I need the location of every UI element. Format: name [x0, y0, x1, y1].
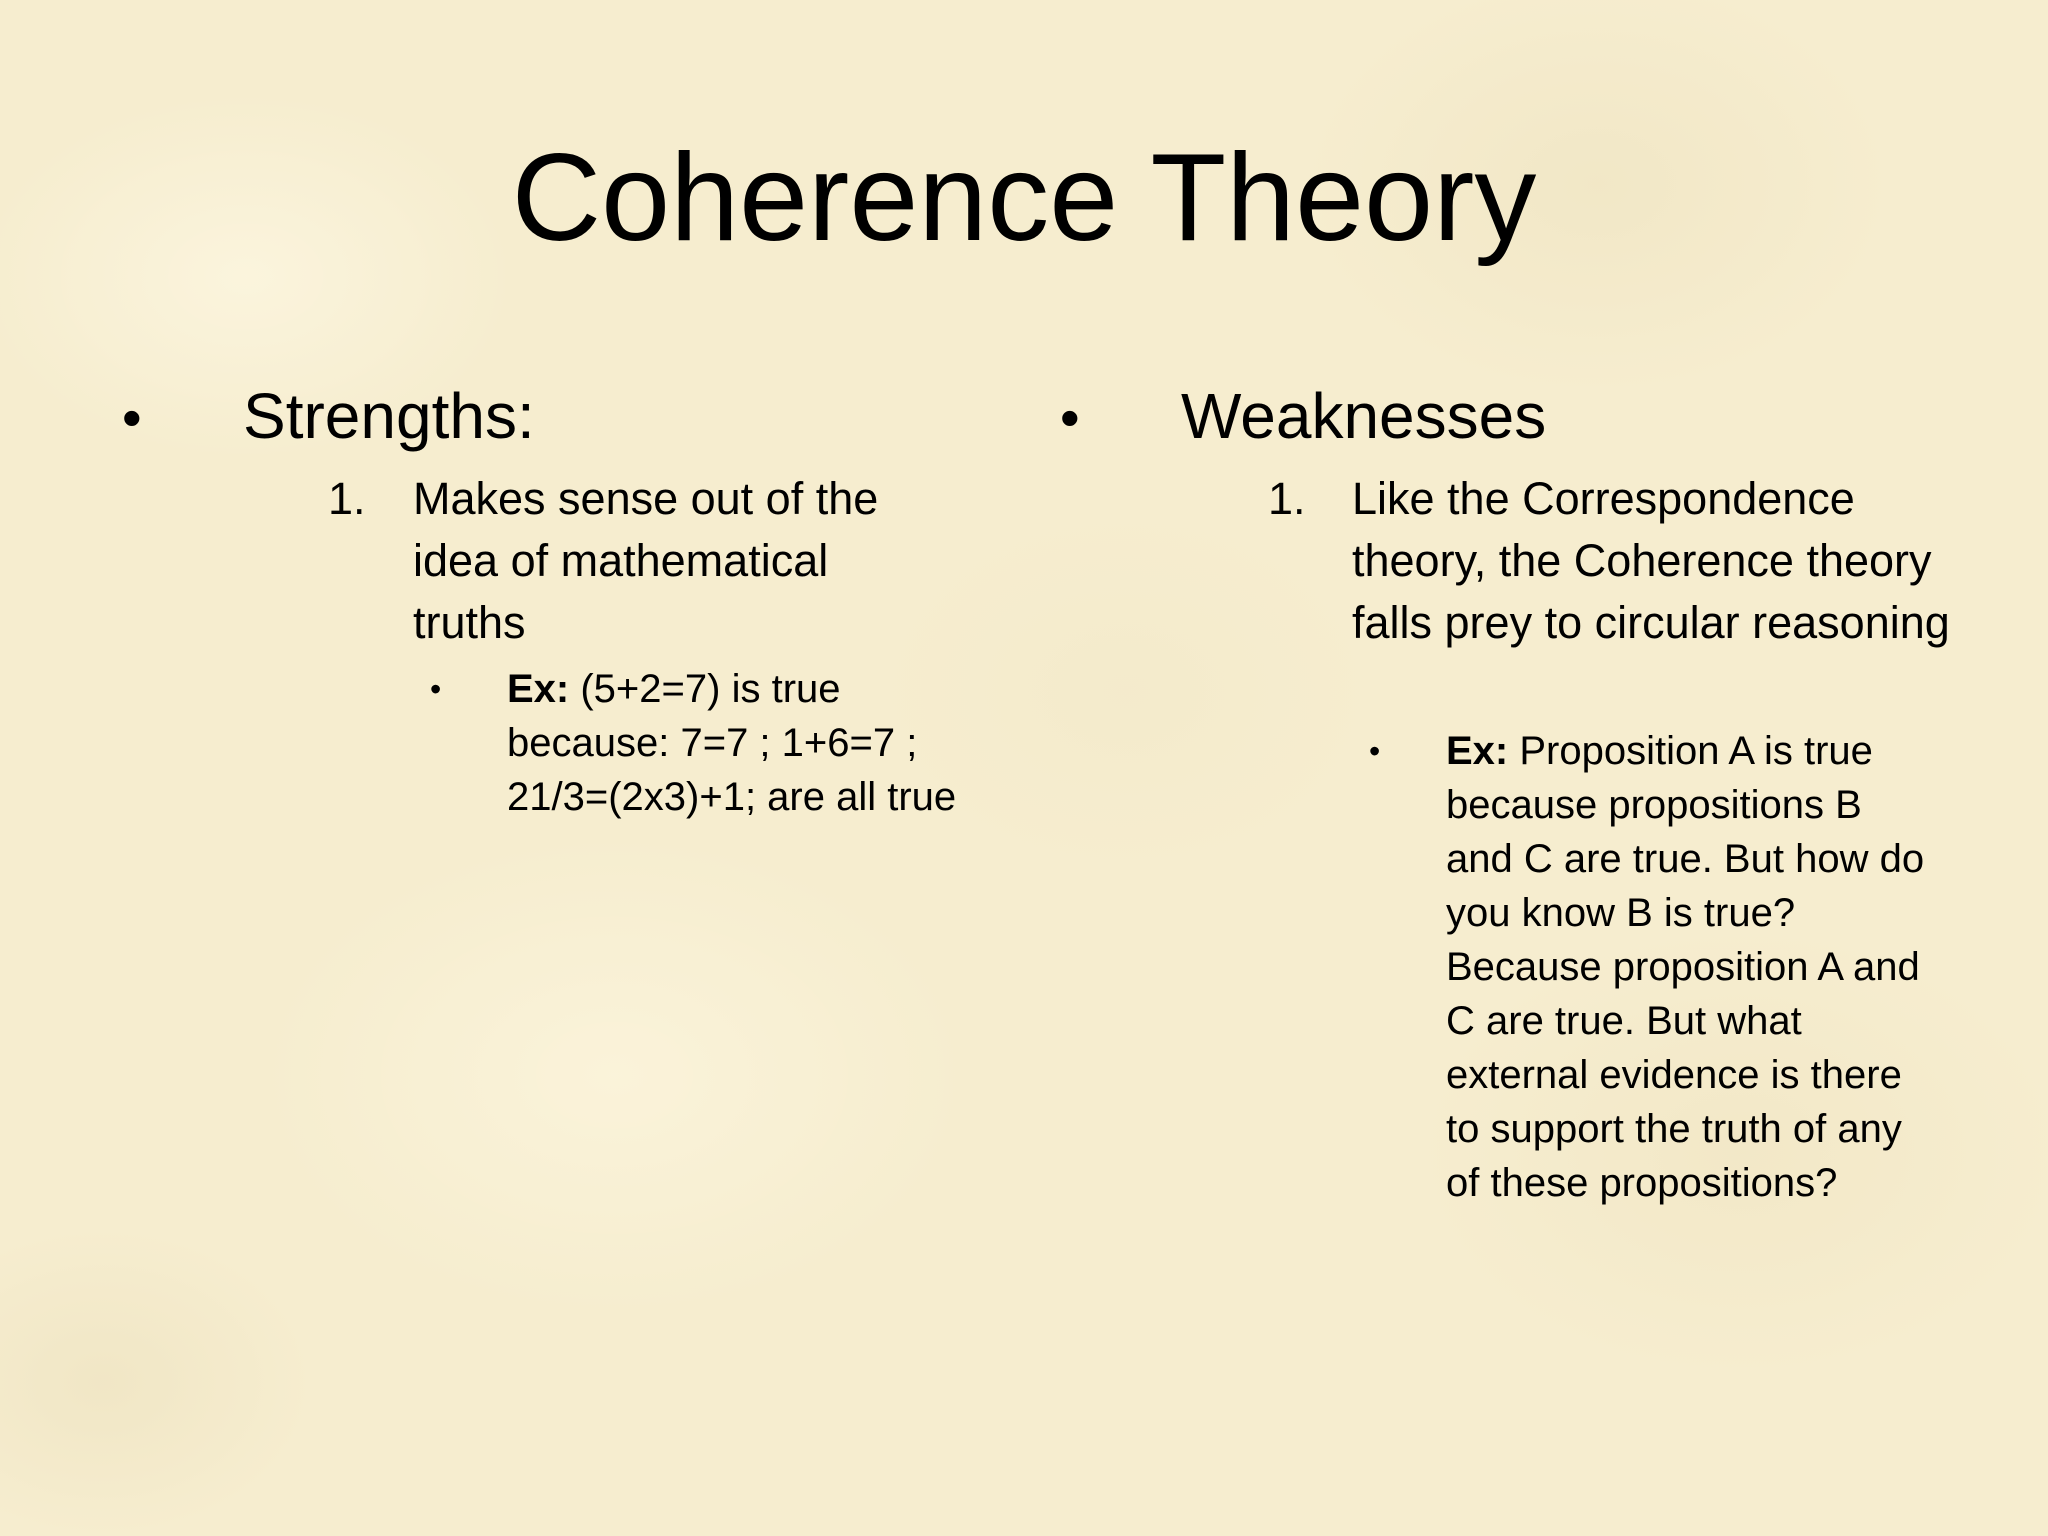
strengths-example-label: Ex:	[507, 667, 570, 711]
weaknesses-heading: Weaknesses	[1181, 380, 1547, 452]
strengths-item-text: Makes sense out of the idea of mathematical truths	[413, 473, 879, 648]
weaknesses-example	[1446, 724, 1926, 1210]
strengths-example-bullet: •	[430, 671, 442, 707]
weaknesses-bullet: •	[1060, 386, 1080, 449]
slide-title: Coherence Theory	[511, 129, 1537, 267]
weaknesses-example-text: Proposition A is true because propositions B and C are true. But how do you know B is true? Because proposition A and C are true. But what external evidence is there to support the truth of any of these propositions?	[1446, 729, 1925, 1205]
strengths-bullet: •	[122, 386, 142, 449]
weaknesses-example-label: Ex:	[1446, 729, 1509, 773]
weaknesses-example-bullet: •	[1369, 733, 1381, 769]
strengths-example-text: (5+2=7) is true because: 7=7 ; 1+6=7 ; 21/3=(2x3)+1; are all true	[507, 667, 957, 819]
strengths-heading: Strengths:	[243, 380, 535, 452]
weaknesses-item-number: 1.	[1268, 473, 1306, 524]
strengths-item-number: 1.	[328, 473, 366, 524]
weaknesses-item-text: Like the Correspondence theory, the Coherence theory falls prey to circular reasoning	[1352, 473, 1950, 648]
strengths-example	[507, 662, 987, 824]
